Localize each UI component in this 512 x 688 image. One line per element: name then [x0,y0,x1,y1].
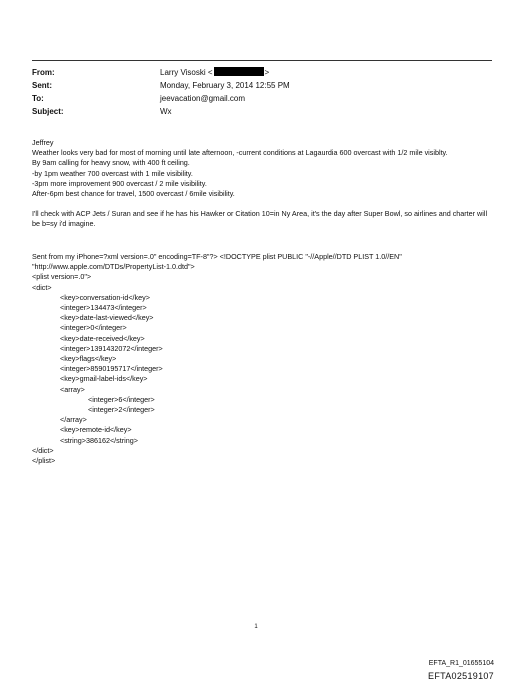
from-row [32,66,492,79]
xml-line: <integer>2</integer> [88,405,155,415]
xml-line: <integer>1391432072</integer> [60,343,163,353]
to-label: To: [32,94,44,103]
xml-line: <plist version=.0"> [32,272,92,282]
from-name: Larry Visoski < [160,68,213,77]
xml-line: </plist> [32,456,56,466]
bates-number-small: EFTA_R1_01655104 [428,660,494,667]
xml-line: <array> [60,384,85,394]
from-value [160,66,492,79]
sent-row [32,79,492,92]
xml-line: <integer>8590195717</integer> [60,364,163,374]
email-header [32,66,492,118]
xml-line: <key>date-last-viewed</key> [60,313,154,323]
to-value: jeevacation@gmail.com [160,94,246,103]
from-close: > [264,68,270,77]
email-body [32,138,492,230]
xml-line: <integer>6</integer> [88,394,155,404]
xml-line: "http://www.apple.com/DTDs/PropertyList-1.0.dtd"> [32,262,195,272]
xml-line: <key>gmail-label-ids</key> [60,374,148,384]
xml-line: Sent from my iPhone=?xml version=.0" encoding=TF-8"?> <!DOCTYPE plist PUBLIC "-//Apple//DTD PLIST 1.0//EN" [32,252,402,261]
xml-line: </dict> [32,445,54,455]
body-paragraph-2: I'll check with ACP Jets / Suran and see if he has his Hawker or Citation 10=in Ny Area, it's the day after Super Bowl, so airlines and charter will be b=sy i'd imagine. [32,209,488,229]
body-line-3: -by 1pm weather 700 overcast with 1 mile visibility. [32,168,193,178]
plist-xml-block [32,252,492,466]
xml-line: <integer>0</integer> [60,323,127,333]
subject-value: Wx [160,107,172,116]
subject-label: Subject: [32,107,64,116]
redaction-box [214,67,264,76]
xml-line: <dict> [32,282,52,292]
xml-line: <key>remote-id</key> [60,425,132,435]
greeting: Jeffrey [32,138,54,147]
xml-line: <integer>134473</integer> [60,303,147,313]
body-line-4: -3pm more improvement 900 overcast / 2 mile visibility. [32,178,207,188]
page-number: 1 [254,624,258,630]
subject-row [32,105,492,118]
xml-line: </array> [60,415,87,425]
from-label: From: [32,68,55,77]
body-line-5: After-6pm best chance for travel, 1500 overcast / 6mile visibility. [32,189,235,199]
sent-label: Sent: [32,81,52,90]
xml-line: <key>conversation-id</key> [60,292,150,302]
xml-line: <key>date-received</key> [60,333,145,343]
sent-value: Monday, February 3, 2014 12:55 PM [160,81,290,90]
xml-line: <key>flags</key> [60,354,117,364]
bates-number-large: EFTA02519107 [428,671,494,681]
body-line-1: Weather looks very bad for most of morning until late afternoon, -current conditions at Lagaurdia 600 overcast with 1/2 mile visiblty. [32,148,448,158]
body-line-2: By 9am calling for heavy snow, with 400 ft ceiling. [32,158,190,168]
to-row [32,92,492,105]
header-top-rule [32,60,492,61]
xml-line: <string>386162</string> [60,435,138,445]
